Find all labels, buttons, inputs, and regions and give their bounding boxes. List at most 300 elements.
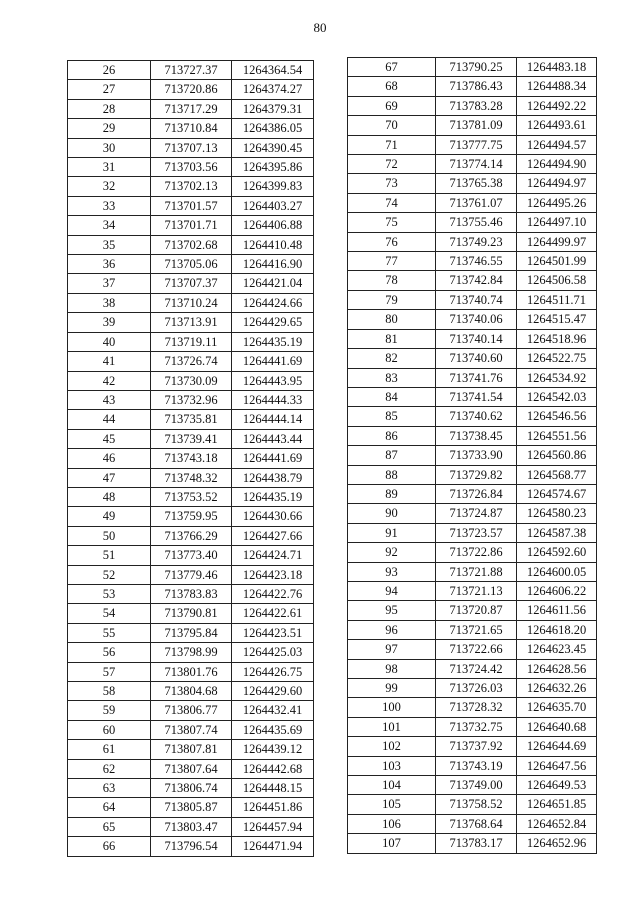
y-coordinate-cell: 1264574.67 <box>517 484 597 503</box>
x-coordinate-cell: 713765.38 <box>436 174 517 193</box>
y-coordinate-cell: 1264493.61 <box>517 116 597 135</box>
point-number-cell: 85 <box>348 407 436 426</box>
y-coordinate-cell: 1264406.88 <box>232 216 314 235</box>
point-number-cell: 91 <box>348 523 436 542</box>
x-coordinate-cell: 713804.68 <box>151 682 232 701</box>
table-row <box>68 429 314 448</box>
table-row <box>348 77 597 96</box>
point-number-cell: 35 <box>68 235 151 254</box>
x-coordinate-cell: 713726.84 <box>436 484 517 503</box>
point-number-cell: 37 <box>68 274 151 293</box>
point-number-cell: 98 <box>348 659 436 678</box>
x-coordinate-cell: 713719.11 <box>151 332 232 351</box>
table-row <box>68 720 314 739</box>
point-number-cell: 47 <box>68 468 151 487</box>
x-coordinate-cell: 713781.09 <box>436 116 517 135</box>
point-number-cell: 69 <box>348 96 436 115</box>
table-row <box>348 426 597 445</box>
x-coordinate-cell: 713727.37 <box>151 61 232 80</box>
x-coordinate-cell: 713724.42 <box>436 659 517 678</box>
y-coordinate-cell: 1264421.04 <box>232 274 314 293</box>
table-row <box>68 468 314 487</box>
y-coordinate-cell: 1264494.97 <box>517 174 597 193</box>
point-number-cell: 101 <box>348 717 436 736</box>
point-number-cell: 53 <box>68 584 151 603</box>
point-number-cell: 71 <box>348 135 436 154</box>
point-number-cell: 44 <box>68 410 151 429</box>
table-row <box>68 293 314 312</box>
y-coordinate-cell: 1264568.77 <box>517 465 597 484</box>
x-coordinate-cell: 713737.92 <box>436 737 517 756</box>
x-coordinate-cell: 713707.13 <box>151 138 232 157</box>
table-row <box>68 119 314 138</box>
y-coordinate-cell: 1264395.86 <box>232 158 314 177</box>
y-coordinate-cell: 1264652.96 <box>517 834 597 853</box>
table-row <box>348 776 597 795</box>
x-coordinate-cell: 713721.13 <box>436 581 517 600</box>
point-number-cell: 63 <box>68 779 151 798</box>
x-coordinate-cell: 713783.17 <box>436 834 517 853</box>
y-coordinate-cell: 1264560.86 <box>517 446 597 465</box>
table-row <box>348 504 597 523</box>
x-coordinate-cell: 713740.60 <box>436 349 517 368</box>
point-number-cell: 26 <box>68 61 151 80</box>
table-row <box>68 623 314 642</box>
table-row <box>68 274 314 293</box>
table-row <box>68 371 314 390</box>
y-coordinate-cell: 1264424.66 <box>232 293 314 312</box>
point-number-cell: 56 <box>68 643 151 662</box>
y-coordinate-cell: 1264444.14 <box>232 410 314 429</box>
x-coordinate-cell: 713723.57 <box>436 523 517 542</box>
y-coordinate-cell: 1264611.56 <box>517 601 597 620</box>
x-coordinate-cell: 713720.86 <box>151 80 232 99</box>
point-number-cell: 84 <box>348 387 436 406</box>
y-coordinate-cell: 1264439.12 <box>232 740 314 759</box>
point-number-cell: 66 <box>68 837 151 856</box>
point-number-cell: 75 <box>348 213 436 232</box>
y-coordinate-cell: 1264494.90 <box>517 155 597 174</box>
table-row <box>348 756 597 775</box>
point-number-cell: 83 <box>348 368 436 387</box>
point-number-cell: 64 <box>68 798 151 817</box>
y-coordinate-cell: 1264471.94 <box>232 837 314 856</box>
point-number-cell: 61 <box>68 740 151 759</box>
point-number-cell: 55 <box>68 623 151 642</box>
y-coordinate-cell: 1264390.45 <box>232 138 314 157</box>
x-coordinate-cell: 713733.90 <box>436 446 517 465</box>
x-coordinate-cell: 713803.47 <box>151 817 232 836</box>
x-coordinate-cell: 713790.25 <box>436 58 517 77</box>
y-coordinate-cell: 1264435.19 <box>232 487 314 506</box>
table-row <box>68 643 314 662</box>
point-number-cell: 46 <box>68 449 151 468</box>
y-coordinate-cell: 1264546.56 <box>517 407 597 426</box>
table-row <box>68 546 314 565</box>
point-number-cell: 103 <box>348 756 436 775</box>
point-number-cell: 87 <box>348 446 436 465</box>
x-coordinate-cell: 713743.18 <box>151 449 232 468</box>
x-coordinate-cell: 713717.29 <box>151 99 232 118</box>
x-coordinate-cell: 713742.84 <box>436 271 517 290</box>
x-coordinate-cell: 713702.13 <box>151 177 232 196</box>
x-coordinate-cell: 713720.87 <box>436 601 517 620</box>
table-row <box>348 116 597 135</box>
y-coordinate-cell: 1264438.79 <box>232 468 314 487</box>
x-coordinate-cell: 713805.87 <box>151 798 232 817</box>
table-row <box>68 313 314 332</box>
table-row <box>348 58 597 77</box>
table-row <box>348 310 597 329</box>
y-coordinate-cell: 1264592.60 <box>517 543 597 562</box>
coordinates-table-right <box>347 57 597 854</box>
y-coordinate-cell: 1264410.48 <box>232 235 314 254</box>
table-row <box>348 329 597 348</box>
point-number-cell: 89 <box>348 484 436 503</box>
x-coordinate-cell: 713732.96 <box>151 390 232 409</box>
table-row <box>68 61 314 80</box>
x-coordinate-cell: 713786.43 <box>436 77 517 96</box>
table-row <box>68 798 314 817</box>
x-coordinate-cell: 713790.81 <box>151 604 232 623</box>
table-row <box>348 387 597 406</box>
point-number-cell: 72 <box>348 155 436 174</box>
x-coordinate-cell: 713710.24 <box>151 293 232 312</box>
x-coordinate-cell: 713796.54 <box>151 837 232 856</box>
x-coordinate-cell: 713735.81 <box>151 410 232 429</box>
x-coordinate-cell: 713739.41 <box>151 429 232 448</box>
point-number-cell: 86 <box>348 426 436 445</box>
point-number-cell: 100 <box>348 698 436 717</box>
y-coordinate-cell: 1264628.56 <box>517 659 597 678</box>
table-row <box>68 837 314 856</box>
table-row <box>68 80 314 99</box>
x-coordinate-cell: 713705.06 <box>151 255 232 274</box>
point-number-cell: 99 <box>348 679 436 698</box>
table-row <box>68 99 314 118</box>
x-coordinate-cell: 713795.84 <box>151 623 232 642</box>
point-number-cell: 92 <box>348 543 436 562</box>
x-coordinate-cell: 713753.52 <box>151 487 232 506</box>
y-coordinate-cell: 1264374.27 <box>232 80 314 99</box>
y-coordinate-cell: 1264432.41 <box>232 701 314 720</box>
table-row <box>348 814 597 833</box>
y-coordinate-cell: 1264534.92 <box>517 368 597 387</box>
point-number-cell: 36 <box>68 255 151 274</box>
y-coordinate-cell: 1264457.94 <box>232 817 314 836</box>
x-coordinate-cell: 713701.57 <box>151 196 232 215</box>
x-coordinate-cell: 713702.68 <box>151 235 232 254</box>
y-coordinate-cell: 1264515.47 <box>517 310 597 329</box>
y-coordinate-cell: 1264623.45 <box>517 640 597 659</box>
x-coordinate-cell: 713774.14 <box>436 155 517 174</box>
x-coordinate-cell: 713730.09 <box>151 371 232 390</box>
y-coordinate-cell: 1264364.54 <box>232 61 314 80</box>
x-coordinate-cell: 713807.64 <box>151 759 232 778</box>
table-row <box>348 523 597 542</box>
point-number-cell: 52 <box>68 565 151 584</box>
point-number-cell: 58 <box>68 682 151 701</box>
x-coordinate-cell: 713748.32 <box>151 468 232 487</box>
point-number-cell: 30 <box>68 138 151 157</box>
x-coordinate-cell: 713749.00 <box>436 776 517 795</box>
table-row <box>348 407 597 426</box>
table-row <box>68 759 314 778</box>
y-coordinate-cell: 1264606.22 <box>517 581 597 600</box>
table-row <box>68 177 314 196</box>
y-coordinate-cell: 1264618.20 <box>517 620 597 639</box>
table-row <box>348 349 597 368</box>
x-coordinate-cell: 713749.23 <box>436 232 517 251</box>
y-coordinate-cell: 1264441.69 <box>232 352 314 371</box>
point-number-cell: 68 <box>348 77 436 96</box>
table-row <box>348 271 597 290</box>
table-row <box>68 390 314 409</box>
y-coordinate-cell: 1264495.26 <box>517 193 597 212</box>
table-row <box>68 449 314 468</box>
y-coordinate-cell: 1264483.18 <box>517 58 597 77</box>
y-coordinate-cell: 1264399.83 <box>232 177 314 196</box>
table-row <box>68 255 314 274</box>
table-row <box>348 484 597 503</box>
x-coordinate-cell: 713746.55 <box>436 252 517 271</box>
table-row <box>348 679 597 698</box>
table-row <box>68 526 314 545</box>
y-coordinate-cell: 1264422.61 <box>232 604 314 623</box>
y-coordinate-cell: 1264542.03 <box>517 387 597 406</box>
y-coordinate-cell: 1264448.15 <box>232 779 314 798</box>
x-coordinate-cell: 713783.28 <box>436 96 517 115</box>
table-row <box>348 135 597 154</box>
table-row <box>348 659 597 678</box>
x-coordinate-cell: 713806.74 <box>151 779 232 798</box>
point-number-cell: 95 <box>348 601 436 620</box>
x-coordinate-cell: 713726.03 <box>436 679 517 698</box>
table-row <box>348 368 597 387</box>
y-coordinate-cell: 1264640.68 <box>517 717 597 736</box>
y-coordinate-cell: 1264580.23 <box>517 504 597 523</box>
point-number-cell: 51 <box>68 546 151 565</box>
point-number-cell: 82 <box>348 349 436 368</box>
x-coordinate-cell: 713766.29 <box>151 526 232 545</box>
point-number-cell: 90 <box>348 504 436 523</box>
table-row <box>68 487 314 506</box>
x-coordinate-cell: 713740.14 <box>436 329 517 348</box>
table-row <box>68 196 314 215</box>
table-row <box>68 158 314 177</box>
table-row <box>348 174 597 193</box>
y-coordinate-cell: 1264386.05 <box>232 119 314 138</box>
x-coordinate-cell: 713806.77 <box>151 701 232 720</box>
point-number-cell: 81 <box>348 329 436 348</box>
point-number-cell: 105 <box>348 795 436 814</box>
point-number-cell: 57 <box>68 662 151 681</box>
x-coordinate-cell: 713783.83 <box>151 584 232 603</box>
point-number-cell: 59 <box>68 701 151 720</box>
table-row <box>68 662 314 681</box>
point-number-cell: 45 <box>68 429 151 448</box>
x-coordinate-cell: 713801.76 <box>151 662 232 681</box>
table-row <box>68 584 314 603</box>
y-coordinate-cell: 1264651.85 <box>517 795 597 814</box>
x-coordinate-cell: 713729.82 <box>436 465 517 484</box>
point-number-cell: 54 <box>68 604 151 623</box>
y-coordinate-cell: 1264587.38 <box>517 523 597 542</box>
point-number-cell: 41 <box>68 352 151 371</box>
point-number-cell: 79 <box>348 290 436 309</box>
x-coordinate-cell: 713721.88 <box>436 562 517 581</box>
y-coordinate-cell: 1264444.33 <box>232 390 314 409</box>
table-row <box>348 232 597 251</box>
point-number-cell: 38 <box>68 293 151 312</box>
table-row <box>348 290 597 309</box>
y-coordinate-cell: 1264499.97 <box>517 232 597 251</box>
y-coordinate-cell: 1264429.65 <box>232 313 314 332</box>
y-coordinate-cell: 1264423.18 <box>232 565 314 584</box>
y-coordinate-cell: 1264451.86 <box>232 798 314 817</box>
point-number-cell: 94 <box>348 581 436 600</box>
y-coordinate-cell: 1264426.75 <box>232 662 314 681</box>
table-row <box>348 640 597 659</box>
table-row <box>348 96 597 115</box>
table-row <box>68 565 314 584</box>
table-row <box>348 581 597 600</box>
point-number-cell: 106 <box>348 814 436 833</box>
y-coordinate-cell: 1264427.66 <box>232 526 314 545</box>
table-row <box>348 193 597 212</box>
y-coordinate-cell: 1264435.69 <box>232 720 314 739</box>
x-coordinate-cell: 713732.75 <box>436 717 517 736</box>
point-number-cell: 88 <box>348 465 436 484</box>
x-coordinate-cell: 713724.87 <box>436 504 517 523</box>
x-coordinate-cell: 713710.84 <box>151 119 232 138</box>
y-coordinate-cell: 1264441.69 <box>232 449 314 468</box>
table-row <box>68 817 314 836</box>
x-coordinate-cell: 713722.86 <box>436 543 517 562</box>
y-coordinate-cell: 1264497.10 <box>517 213 597 232</box>
x-coordinate-cell: 713721.65 <box>436 620 517 639</box>
table-row <box>68 352 314 371</box>
point-number-cell: 34 <box>68 216 151 235</box>
table-row <box>68 682 314 701</box>
point-number-cell: 62 <box>68 759 151 778</box>
point-number-cell: 96 <box>348 620 436 639</box>
point-number-cell: 48 <box>68 487 151 506</box>
x-coordinate-cell: 713779.46 <box>151 565 232 584</box>
x-coordinate-cell: 713743.19 <box>436 756 517 775</box>
point-number-cell: 77 <box>348 252 436 271</box>
x-coordinate-cell: 713807.74 <box>151 720 232 739</box>
y-coordinate-cell: 1264424.71 <box>232 546 314 565</box>
y-coordinate-cell: 1264644.69 <box>517 737 597 756</box>
y-coordinate-cell: 1264416.90 <box>232 255 314 274</box>
point-number-cell: 39 <box>68 313 151 332</box>
table-row <box>348 737 597 756</box>
point-number-cell: 104 <box>348 776 436 795</box>
table-row <box>348 834 597 853</box>
x-coordinate-cell: 713755.46 <box>436 213 517 232</box>
x-coordinate-cell: 713741.54 <box>436 387 517 406</box>
y-coordinate-cell: 1264443.95 <box>232 371 314 390</box>
point-number-cell: 97 <box>348 640 436 659</box>
point-number-cell: 32 <box>68 177 151 196</box>
point-number-cell: 78 <box>348 271 436 290</box>
point-number-cell: 50 <box>68 526 151 545</box>
x-coordinate-cell: 713807.81 <box>151 740 232 759</box>
point-number-cell: 65 <box>68 817 151 836</box>
table-row <box>68 779 314 798</box>
y-coordinate-cell: 1264425.03 <box>232 643 314 662</box>
point-number-cell: 60 <box>68 720 151 739</box>
point-number-cell: 74 <box>348 193 436 212</box>
table-row <box>348 601 597 620</box>
table-row <box>68 235 314 254</box>
x-coordinate-cell: 713741.76 <box>436 368 517 387</box>
x-coordinate-cell: 713738.45 <box>436 426 517 445</box>
point-number-cell: 28 <box>68 99 151 118</box>
x-coordinate-cell: 713728.32 <box>436 698 517 717</box>
table-row <box>348 562 597 581</box>
table-row <box>68 604 314 623</box>
point-number-cell: 27 <box>68 80 151 99</box>
x-coordinate-cell: 713761.07 <box>436 193 517 212</box>
coordinates-table-left <box>67 60 314 857</box>
y-coordinate-cell: 1264442.68 <box>232 759 314 778</box>
x-coordinate-cell: 713713.91 <box>151 313 232 332</box>
y-coordinate-cell: 1264635.70 <box>517 698 597 717</box>
x-coordinate-cell: 713740.62 <box>436 407 517 426</box>
table-row <box>348 465 597 484</box>
point-number-cell: 29 <box>68 119 151 138</box>
y-coordinate-cell: 1264647.56 <box>517 756 597 775</box>
y-coordinate-cell: 1264429.60 <box>232 682 314 701</box>
point-number-cell: 31 <box>68 158 151 177</box>
table-row <box>68 740 314 759</box>
table-row <box>348 446 597 465</box>
x-coordinate-cell: 713703.56 <box>151 158 232 177</box>
point-number-cell: 43 <box>68 390 151 409</box>
point-number-cell: 42 <box>68 371 151 390</box>
y-coordinate-cell: 1264652.84 <box>517 814 597 833</box>
table-row <box>68 507 314 526</box>
y-coordinate-cell: 1264494.57 <box>517 135 597 154</box>
x-coordinate-cell: 713701.71 <box>151 216 232 235</box>
x-coordinate-cell: 713798.99 <box>151 643 232 662</box>
x-coordinate-cell: 713768.64 <box>436 814 517 833</box>
y-coordinate-cell: 1264443.44 <box>232 429 314 448</box>
y-coordinate-cell: 1264600.05 <box>517 562 597 581</box>
table-row <box>68 701 314 720</box>
table-row <box>348 252 597 271</box>
y-coordinate-cell: 1264506.58 <box>517 271 597 290</box>
x-coordinate-cell: 713777.75 <box>436 135 517 154</box>
y-coordinate-cell: 1264518.96 <box>517 329 597 348</box>
y-coordinate-cell: 1264522.75 <box>517 349 597 368</box>
point-number-cell: 76 <box>348 232 436 251</box>
x-coordinate-cell: 713740.74 <box>436 290 517 309</box>
y-coordinate-cell: 1264430.66 <box>232 507 314 526</box>
point-number-cell: 70 <box>348 116 436 135</box>
x-coordinate-cell: 713707.37 <box>151 274 232 293</box>
y-coordinate-cell: 1264488.34 <box>517 77 597 96</box>
y-coordinate-cell: 1264403.27 <box>232 196 314 215</box>
table-row <box>348 795 597 814</box>
x-coordinate-cell: 713722.66 <box>436 640 517 659</box>
y-coordinate-cell: 1264511.71 <box>517 290 597 309</box>
x-coordinate-cell: 713759.95 <box>151 507 232 526</box>
table-row <box>68 138 314 157</box>
y-coordinate-cell: 1264551.56 <box>517 426 597 445</box>
